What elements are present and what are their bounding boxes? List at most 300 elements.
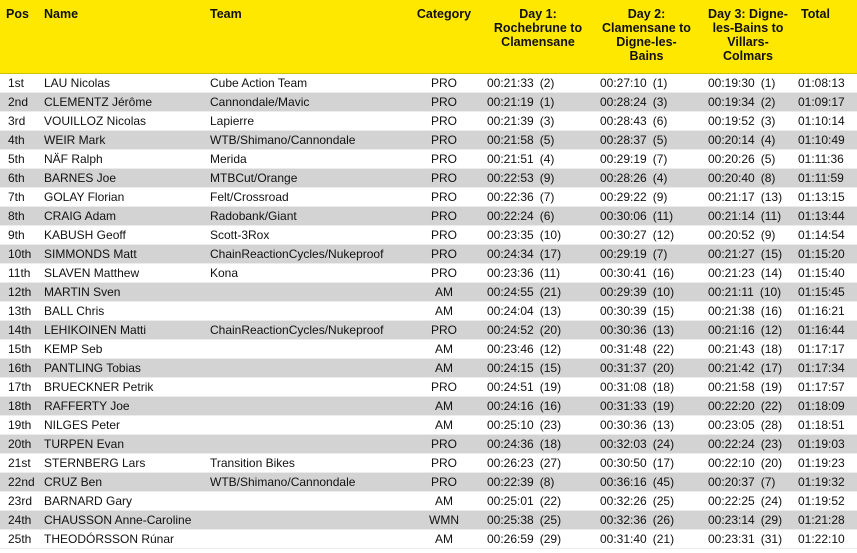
cell-day2 bbox=[592, 415, 701, 434]
cell-category: AM bbox=[404, 358, 484, 377]
cell-day2 bbox=[592, 472, 701, 491]
stage-rank: (7) bbox=[760, 474, 776, 489]
cell-name: BRUECKNER Petrik bbox=[40, 377, 208, 396]
cell-pos: 18th bbox=[0, 396, 40, 415]
stage-time: 00:30:41 bbox=[600, 265, 647, 280]
cell-day3 bbox=[701, 149, 795, 168]
cell-day3 bbox=[701, 206, 795, 225]
cell-team bbox=[208, 339, 404, 358]
table-row bbox=[0, 396, 857, 415]
cell-day2 bbox=[592, 130, 701, 149]
stage-rank: (14) bbox=[760, 265, 783, 280]
header-day3-line: Colmars bbox=[722, 49, 774, 63]
cell-team bbox=[208, 282, 404, 301]
stage-rank: (11) bbox=[652, 208, 674, 223]
table-row bbox=[0, 206, 857, 225]
cell-category: AM bbox=[404, 301, 484, 320]
header-day2 bbox=[592, 0, 701, 73]
cell-pos: 24th bbox=[0, 510, 40, 529]
stage-rank: (12) bbox=[760, 322, 783, 337]
cell-name: KEMP Seb bbox=[40, 339, 208, 358]
stage-time: 00:24:55 bbox=[487, 284, 534, 299]
cell-name: GOLAY Florian bbox=[40, 187, 208, 206]
stage-rank: (1) bbox=[539, 94, 555, 109]
header-day1 bbox=[484, 0, 592, 73]
stage-rank: (22) bbox=[760, 398, 783, 413]
stage-time: 00:21:27 bbox=[708, 246, 755, 261]
stage-time: 00:31:37 bbox=[600, 360, 647, 375]
stage-rank: (5) bbox=[760, 151, 776, 166]
cell-pos: 17th bbox=[0, 377, 40, 396]
stage-time: 00:27:10 bbox=[600, 75, 647, 90]
cell-day1 bbox=[484, 225, 592, 244]
cell-day2 bbox=[592, 529, 701, 548]
stage-rank: (1) bbox=[760, 75, 776, 90]
stage-rank: (17) bbox=[652, 455, 675, 470]
cell-category: WMN bbox=[404, 510, 484, 529]
stage-time: 00:30:36 bbox=[600, 322, 647, 337]
cell-team: WTB/Shimano/Cannondale bbox=[208, 472, 404, 491]
stage-time: 00:30:39 bbox=[600, 303, 647, 318]
cell-pos: 6th bbox=[0, 168, 40, 187]
cell-pos: 16th bbox=[0, 358, 40, 377]
cell-name: CRAIG Adam bbox=[40, 206, 208, 225]
stage-time: 00:30:06 bbox=[600, 208, 647, 223]
cell-day3 bbox=[701, 453, 795, 472]
cell-day2 bbox=[592, 187, 701, 206]
stage-time: 00:31:33 bbox=[600, 398, 647, 413]
cell-day3 bbox=[701, 529, 795, 548]
cell-day1 bbox=[484, 434, 592, 453]
header-pos: Pos bbox=[0, 0, 40, 73]
stage-rank: (27) bbox=[539, 455, 562, 470]
cell-team: Scott-3Rox bbox=[208, 225, 404, 244]
cell-pos: 8th bbox=[0, 206, 40, 225]
cell-team bbox=[208, 301, 404, 320]
stage-time: 00:20:52 bbox=[708, 227, 755, 242]
cell-category: PRO bbox=[404, 377, 484, 396]
cell-day3 bbox=[701, 244, 795, 263]
stage-rank: (3) bbox=[539, 113, 555, 128]
stage-rank: (12) bbox=[539, 341, 562, 356]
table-row bbox=[0, 130, 857, 149]
cell-day3 bbox=[701, 111, 795, 130]
cell-name: SIMMONDS Matt bbox=[40, 244, 208, 263]
cell-day2 bbox=[592, 301, 701, 320]
table-row bbox=[0, 263, 857, 282]
stage-rank: (20) bbox=[652, 360, 675, 375]
cell-total: 01:11:59 bbox=[795, 168, 857, 187]
stage-rank: (7) bbox=[539, 189, 555, 204]
table-row bbox=[0, 168, 857, 187]
cell-total: 01:11:36 bbox=[795, 149, 857, 168]
cell-day1 bbox=[484, 415, 592, 434]
cell-pos: 7th bbox=[0, 187, 40, 206]
cell-day2 bbox=[592, 434, 701, 453]
cell-name: CHAUSSON Anne-Caroline bbox=[40, 510, 208, 529]
cell-team: WTB/Shimano/Cannondale bbox=[208, 130, 404, 149]
cell-name: NILGES Peter bbox=[40, 415, 208, 434]
header-day2-line: Bains bbox=[629, 49, 664, 63]
cell-day1 bbox=[484, 92, 592, 111]
cell-day1 bbox=[484, 453, 592, 472]
cell-day2 bbox=[592, 225, 701, 244]
cell-day1 bbox=[484, 168, 592, 187]
stage-time: 00:21:11 bbox=[708, 284, 754, 299]
cell-pos: 2nd bbox=[0, 92, 40, 111]
cell-day3 bbox=[701, 339, 795, 358]
cell-pos: 25th bbox=[0, 529, 40, 548]
stage-time: 00:28:43 bbox=[600, 113, 647, 128]
stage-rank: (2) bbox=[539, 75, 555, 90]
stage-rank: (3) bbox=[760, 113, 776, 128]
table-row bbox=[0, 301, 857, 320]
stage-rank: (4) bbox=[760, 132, 776, 147]
stage-rank: (11) bbox=[760, 208, 782, 223]
cell-total: 01:13:44 bbox=[795, 206, 857, 225]
stage-rank: (7) bbox=[652, 246, 668, 261]
stage-time: 00:24:36 bbox=[487, 436, 534, 451]
cell-team bbox=[208, 491, 404, 510]
table-row bbox=[0, 225, 857, 244]
cell-day3 bbox=[701, 282, 795, 301]
cell-total: 01:17:57 bbox=[795, 377, 857, 396]
cell-category: PRO bbox=[404, 472, 484, 491]
cell-total: 01:19:52 bbox=[795, 491, 857, 510]
cell-day1 bbox=[484, 244, 592, 263]
stage-rank: (4) bbox=[652, 170, 668, 185]
stage-time: 00:22:25 bbox=[708, 493, 755, 508]
stage-rank: (17) bbox=[539, 246, 562, 261]
stage-time: 00:21:33 bbox=[487, 75, 534, 90]
cell-day2 bbox=[592, 491, 701, 510]
stage-rank: (24) bbox=[760, 493, 783, 508]
cell-total: 01:22:10 bbox=[795, 529, 857, 548]
cell-day1 bbox=[484, 491, 592, 510]
stage-time: 00:22:24 bbox=[708, 436, 755, 451]
cell-name: THEODÓRSSON Rúnar bbox=[40, 529, 208, 548]
cell-team: MTBCut/Orange bbox=[208, 168, 404, 187]
stage-rank: (19) bbox=[760, 379, 783, 394]
cell-total: 01:08:13 bbox=[795, 73, 857, 92]
cell-total: 01:15:40 bbox=[795, 263, 857, 282]
header-name: Name bbox=[40, 0, 208, 73]
cell-day1 bbox=[484, 206, 592, 225]
cell-category: PRO bbox=[404, 92, 484, 111]
cell-pos: 11th bbox=[0, 263, 40, 282]
stage-rank: (26) bbox=[652, 512, 675, 527]
cell-day3 bbox=[701, 92, 795, 111]
cell-day1 bbox=[484, 73, 592, 92]
cell-day1 bbox=[484, 339, 592, 358]
cell-total: 01:19:32 bbox=[795, 472, 857, 491]
cell-total: 01:10:49 bbox=[795, 130, 857, 149]
cell-day3 bbox=[701, 320, 795, 339]
stage-rank: (18) bbox=[652, 379, 675, 394]
cell-category: AM bbox=[404, 396, 484, 415]
cell-day2 bbox=[592, 282, 701, 301]
cell-category: PRO bbox=[404, 263, 484, 282]
stage-rank: (23) bbox=[760, 436, 783, 451]
stage-time: 00:24:52 bbox=[487, 322, 534, 337]
cell-day1 bbox=[484, 358, 592, 377]
cell-category: AM bbox=[404, 529, 484, 548]
cell-day2 bbox=[592, 263, 701, 282]
cell-day2 bbox=[592, 244, 701, 263]
stage-time: 00:21:17 bbox=[708, 189, 755, 204]
stage-rank: (8) bbox=[539, 474, 555, 489]
cell-pos: 1st bbox=[0, 73, 40, 92]
stage-time: 00:23:14 bbox=[708, 512, 755, 527]
header-day3-line: les-Bains to bbox=[712, 21, 784, 35]
stage-time: 00:25:01 bbox=[487, 493, 534, 508]
header-total: Total bbox=[795, 0, 857, 73]
cell-team bbox=[208, 377, 404, 396]
cell-day1 bbox=[484, 263, 592, 282]
stage-time: 00:21:51 bbox=[487, 151, 534, 166]
stage-time: 00:24:16 bbox=[487, 398, 534, 413]
cell-category: PRO bbox=[404, 244, 484, 263]
stage-rank: (45) bbox=[652, 474, 675, 489]
cell-pos: 19th bbox=[0, 415, 40, 434]
cell-day1 bbox=[484, 377, 592, 396]
stage-time: 00:32:26 bbox=[600, 493, 647, 508]
cell-pos: 21st bbox=[0, 453, 40, 472]
cell-total: 01:18:51 bbox=[795, 415, 857, 434]
stage-rank: (10) bbox=[759, 284, 782, 299]
cell-day3 bbox=[701, 225, 795, 244]
stage-rank: (25) bbox=[652, 493, 675, 508]
table-row bbox=[0, 92, 857, 111]
stage-rank: (21) bbox=[652, 531, 675, 546]
stage-time: 00:22:24 bbox=[487, 208, 534, 223]
cell-day3 bbox=[701, 301, 795, 320]
stage-time: 00:31:08 bbox=[600, 379, 647, 394]
cell-category: PRO bbox=[404, 434, 484, 453]
stage-time: 00:31:40 bbox=[600, 531, 647, 546]
cell-name: STERNBERG Lars bbox=[40, 453, 208, 472]
stage-time: 00:24:34 bbox=[487, 246, 534, 261]
stage-time: 00:20:26 bbox=[708, 151, 755, 166]
stage-time: 00:28:37 bbox=[600, 132, 647, 147]
cell-day3 bbox=[701, 377, 795, 396]
stage-rank: (29) bbox=[760, 512, 783, 527]
cell-day3 bbox=[701, 472, 795, 491]
stage-rank: (9) bbox=[539, 170, 555, 185]
cell-category: PRO bbox=[404, 111, 484, 130]
cell-team bbox=[208, 510, 404, 529]
table-row bbox=[0, 358, 857, 377]
stage-time: 00:22:10 bbox=[708, 455, 755, 470]
cell-day3 bbox=[701, 434, 795, 453]
stage-rank: (10) bbox=[539, 227, 562, 242]
cell-category: AM bbox=[404, 339, 484, 358]
stage-time: 00:23:46 bbox=[487, 341, 534, 356]
stage-time: 00:20:37 bbox=[708, 474, 755, 489]
stage-time: 00:20:14 bbox=[708, 132, 755, 147]
stage-time: 00:22:36 bbox=[487, 189, 534, 204]
cell-day3 bbox=[701, 73, 795, 92]
stage-time: 00:20:40 bbox=[708, 170, 755, 185]
stage-time: 00:21:39 bbox=[487, 113, 534, 128]
stage-time: 00:32:03 bbox=[600, 436, 647, 451]
cell-team: Radobank/Giant bbox=[208, 206, 404, 225]
cell-category: PRO bbox=[404, 130, 484, 149]
stage-time: 00:23:05 bbox=[708, 417, 755, 432]
cell-pos: 4th bbox=[0, 130, 40, 149]
cell-name: BARNARD Gary bbox=[40, 491, 208, 510]
stage-time: 00:29:19 bbox=[600, 151, 647, 166]
stage-rank: (5) bbox=[652, 132, 668, 147]
cell-name: RAFFERTY Joe bbox=[40, 396, 208, 415]
cell-total: 01:21:28 bbox=[795, 510, 857, 529]
stage-time: 00:23:31 bbox=[708, 531, 755, 546]
stage-time: 00:21:16 bbox=[708, 322, 755, 337]
cell-team bbox=[208, 434, 404, 453]
cell-name: PANTLING Tobias bbox=[40, 358, 208, 377]
table-row bbox=[0, 339, 857, 358]
stage-time: 00:22:39 bbox=[487, 474, 534, 489]
stage-rank: (6) bbox=[539, 208, 555, 223]
cell-name: WEIR Mark bbox=[40, 130, 208, 149]
cell-day2 bbox=[592, 453, 701, 472]
cell-pos: 14th bbox=[0, 320, 40, 339]
cell-name: TURPEN Evan bbox=[40, 434, 208, 453]
cell-day1 bbox=[484, 472, 592, 491]
cell-day3 bbox=[701, 491, 795, 510]
cell-team bbox=[208, 529, 404, 548]
cell-total: 01:09:17 bbox=[795, 92, 857, 111]
cell-pos: 20th bbox=[0, 434, 40, 453]
stage-rank: (16) bbox=[652, 265, 675, 280]
header-day3-line: Day 3: Digne- bbox=[708, 7, 788, 21]
stage-rank: (13) bbox=[652, 417, 675, 432]
header-row bbox=[0, 0, 857, 73]
stage-time: 00:24:51 bbox=[487, 379, 534, 394]
cell-team: Kona bbox=[208, 263, 404, 282]
cell-category: PRO bbox=[404, 187, 484, 206]
cell-day1 bbox=[484, 282, 592, 301]
stage-rank: (18) bbox=[539, 436, 562, 451]
table-row bbox=[0, 453, 857, 472]
stage-rank: (13) bbox=[539, 303, 562, 318]
cell-pos: 10th bbox=[0, 244, 40, 263]
cell-total: 01:10:14 bbox=[795, 111, 857, 130]
table-row bbox=[0, 244, 857, 263]
stage-rank: (12) bbox=[652, 227, 675, 242]
cell-team: Lapierre bbox=[208, 111, 404, 130]
stage-rank: (9) bbox=[760, 227, 776, 242]
cell-name: VOUILLOZ Nicolas bbox=[40, 111, 208, 130]
header-day1-line: Day 1: bbox=[519, 7, 557, 21]
stage-rank: (6) bbox=[652, 113, 668, 128]
header-day3-line: Villars- bbox=[727, 35, 769, 49]
cell-day1 bbox=[484, 149, 592, 168]
stage-time: 00:23:35 bbox=[487, 227, 534, 242]
cell-category: PRO bbox=[404, 225, 484, 244]
stage-time: 00:30:50 bbox=[600, 455, 647, 470]
cell-total: 01:19:23 bbox=[795, 453, 857, 472]
cell-day2 bbox=[592, 92, 701, 111]
cell-day3 bbox=[701, 358, 795, 377]
stage-rank: (24) bbox=[652, 436, 675, 451]
cell-category: PRO bbox=[404, 149, 484, 168]
table-row bbox=[0, 187, 857, 206]
stage-rank: (19) bbox=[539, 379, 562, 394]
stage-time: 00:19:34 bbox=[708, 94, 755, 109]
cell-day3 bbox=[701, 187, 795, 206]
header-day2-line: Clamensane to bbox=[602, 21, 691, 35]
cell-total: 01:19:03 bbox=[795, 434, 857, 453]
cell-total: 01:17:17 bbox=[795, 339, 857, 358]
stage-rank: (17) bbox=[760, 360, 783, 375]
cell-name: SLAVEN Matthew bbox=[40, 263, 208, 282]
header-category: Category bbox=[404, 0, 484, 73]
stage-rank: (19) bbox=[652, 398, 675, 413]
stage-rank: (20) bbox=[539, 322, 562, 337]
table-row bbox=[0, 377, 857, 396]
stage-rank: (22) bbox=[539, 493, 562, 508]
cell-day2 bbox=[592, 358, 701, 377]
cell-day1 bbox=[484, 130, 592, 149]
cell-day2 bbox=[592, 396, 701, 415]
cell-day3 bbox=[701, 263, 795, 282]
cell-pos: 9th bbox=[0, 225, 40, 244]
cell-day2 bbox=[592, 168, 701, 187]
cell-total: 01:15:20 bbox=[795, 244, 857, 263]
cell-team: Merida bbox=[208, 149, 404, 168]
stage-rank: (16) bbox=[760, 303, 783, 318]
stage-time: 00:19:30 bbox=[708, 75, 755, 90]
table-row bbox=[0, 73, 857, 92]
cell-total: 01:16:44 bbox=[795, 320, 857, 339]
cell-pos: 5th bbox=[0, 149, 40, 168]
stage-time: 00:21:19 bbox=[487, 94, 534, 109]
table-row bbox=[0, 472, 857, 491]
cell-name: LEHIKOINEN Matti bbox=[40, 320, 208, 339]
stage-rank: (2) bbox=[760, 94, 776, 109]
stage-time: 00:21:38 bbox=[708, 303, 755, 318]
stage-rank: (8) bbox=[760, 170, 776, 185]
stage-rank: (29) bbox=[539, 531, 562, 546]
cell-pos: 3rd bbox=[0, 111, 40, 130]
header-day2-line: Digne-les- bbox=[616, 35, 677, 49]
stage-time: 00:32:36 bbox=[600, 512, 647, 527]
cell-team: Cube Action Team bbox=[208, 73, 404, 92]
cell-name: MARTIN Sven bbox=[40, 282, 208, 301]
stage-rank: (7) bbox=[652, 151, 668, 166]
cell-team bbox=[208, 415, 404, 434]
cell-total: 01:14:54 bbox=[795, 225, 857, 244]
table-row bbox=[0, 510, 857, 529]
stage-time: 00:19:52 bbox=[708, 113, 755, 128]
stage-rank: (25) bbox=[539, 512, 562, 527]
cell-name: KABUSH Geoff bbox=[40, 225, 208, 244]
cell-category: AM bbox=[404, 491, 484, 510]
cell-day3 bbox=[701, 510, 795, 529]
stage-rank: (20) bbox=[760, 455, 783, 470]
cell-team bbox=[208, 396, 404, 415]
table-row bbox=[0, 149, 857, 168]
stage-rank: (16) bbox=[539, 398, 562, 413]
stage-rank: (18) bbox=[760, 341, 783, 356]
stage-time: 00:25:10 bbox=[487, 417, 534, 432]
stage-rank: (23) bbox=[539, 417, 562, 432]
cell-pos: 22nd bbox=[0, 472, 40, 491]
cell-day3 bbox=[701, 168, 795, 187]
table-row bbox=[0, 415, 857, 434]
cell-category: PRO bbox=[404, 320, 484, 339]
